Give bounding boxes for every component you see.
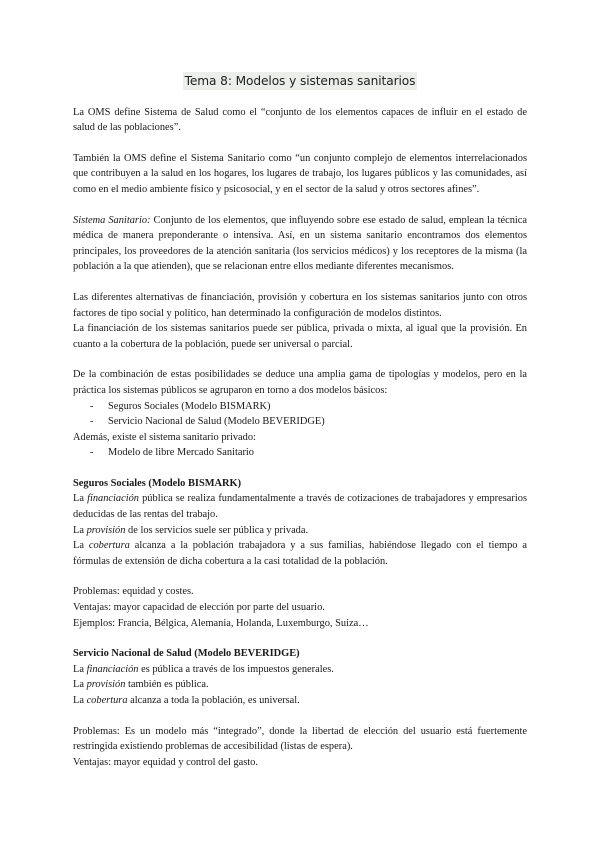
document-page <box>73 72 527 770</box>
basic-models-list <box>73 399 527 430</box>
bismark-problems: Problemas: equidad y costes. <box>73 586 194 598</box>
definition-text: Conjunto de los elementos, que influyendo sobre ese estado de salud, emplean la técnica médica de manera preponderante o intensiva. Así, en un sistema sanitario encontramos dos elementos principales, los proveedores de la atención sanitaria (los servicios médicos) y los receptores de la misma (la población a la que atienden), que se relacionan entre ellos mediante diferentes mecanismos. <box>73 214 527 273</box>
paragraph-oms-sanitary-system: También la OMS define el Sistema Sanitario como “un conjunto complejo de elementos interrelacionados que contribuyen a la salud en los hogares, los lugares de trabajo, los lugares públicos y las comunidades, así como en el medio ambiente físico y psicosocial, y en el sector de la salud y otros sectores afines”. <box>73 152 527 195</box>
paragraph-sanitary-system-definition <box>73 213 527 275</box>
term-cobertura: cobertura <box>88 540 130 552</box>
term-financiacion: financiación <box>87 493 140 505</box>
bismark-coverage <box>73 538 527 569</box>
bismark-advantages: Ventajas: mayor capacidad de elección por parte del usuario. <box>73 602 325 614</box>
text-prefix: La <box>73 663 87 675</box>
list-item: - Seguros Sociales (Modelo BISMARK) <box>73 399 527 415</box>
private-models-list <box>73 445 527 461</box>
text-body: pública se realiza fundamentalmente a través de cotizaciones de trabajadores y empresarios deducidas de las rentas del trabajo. <box>73 493 527 521</box>
text-prefix: La <box>73 524 87 536</box>
text-body: de los servicios suele ser pública y privada. <box>125 524 309 536</box>
title-block <box>73 72 527 91</box>
section-beveridge <box>73 646 527 770</box>
text-body: es pública a través de los impuestos generales. <box>138 663 334 675</box>
list-item: - Modelo de libre Mercado Sanitario <box>73 445 527 461</box>
text-body: también es pública. <box>125 679 209 691</box>
paragraph-financing: La financiación de los sistemas sanitarios puede ser pública, privada o mixta, al igual que la provisión. En cuanto a la cobertura de la población, puede ser universal o parcial. <box>73 323 527 350</box>
beveridge-advantages: Ventajas: mayor equidad y control del gasto. <box>73 756 258 768</box>
bismark-financing <box>73 491 527 522</box>
section-heading-bismark: Seguros Sociales (Modelo BISMARK) <box>73 477 242 489</box>
text-body: alcanza a la población trabajadora y a sus familias, habiéndose llegado con el tiempo a fórmulas de extensión de dicha cobertura a la casi totalidad de la población. <box>73 540 527 567</box>
beveridge-problems: Problemas: Es un modelo más “integrado”, donde la libertad de elección del usuario está fuertemente restringida existiendo problemas de accesibilidad (listas de espera). <box>73 725 527 753</box>
private-system-line: Además, existe el sistema sanitario privado: <box>73 431 256 443</box>
bismark-provision <box>73 523 527 539</box>
term-provision: provisión <box>86 524 126 536</box>
page-title: Tema 8: Modelos y sistemas sanitarios <box>184 74 416 88</box>
beveridge-coverage <box>73 693 527 709</box>
section-heading-beveridge: Servicio Nacional de Salud (Modelo BEVERIDGE) <box>73 648 300 660</box>
term-financiacion: financiación <box>86 663 139 675</box>
term-provision: provisión <box>86 679 126 691</box>
text-prefix: La <box>73 679 87 691</box>
text-prefix: La <box>73 540 89 552</box>
text-body: alcanza a toda la población, es universal. <box>127 695 300 706</box>
list-item: - Servicio Nacional de Salud (Modelo BEVERIDGE) <box>73 414 527 430</box>
paragraph-alternatives: Las diferentes alternativas de financiación, provisión y cobertura en los sistemas sanitarios junto con otros factores de tipo social y político, han determinado la configuración de modelos distintos. <box>73 291 527 319</box>
paragraph-combination: De la combinación de estas posibilidades se deduce una amplia gama de tipologías y modelos, pero en la práctica los sistemas públicos se agruparon en torno a dos modelos básicos: <box>73 369 527 396</box>
bismark-examples: Ejemplos: Francia, Bélgica, Alemania, Holanda, Luxemburgo, Suiza… <box>73 617 369 629</box>
term-cobertura: cobertura <box>86 695 128 706</box>
text-prefix: La <box>73 695 87 706</box>
term-sistema-sanitario: Sistema Sanitario: <box>73 214 151 226</box>
beveridge-provision <box>73 677 527 693</box>
section-bismark <box>73 476 527 631</box>
paragraph-oms-health-system: La OMS define Sistema de Salud como el “conjunto de los elementos capaces de influir en el estado de salud de las poblaciones”. <box>73 106 527 134</box>
beveridge-financing <box>73 662 527 678</box>
text-prefix: La <box>73 493 88 505</box>
